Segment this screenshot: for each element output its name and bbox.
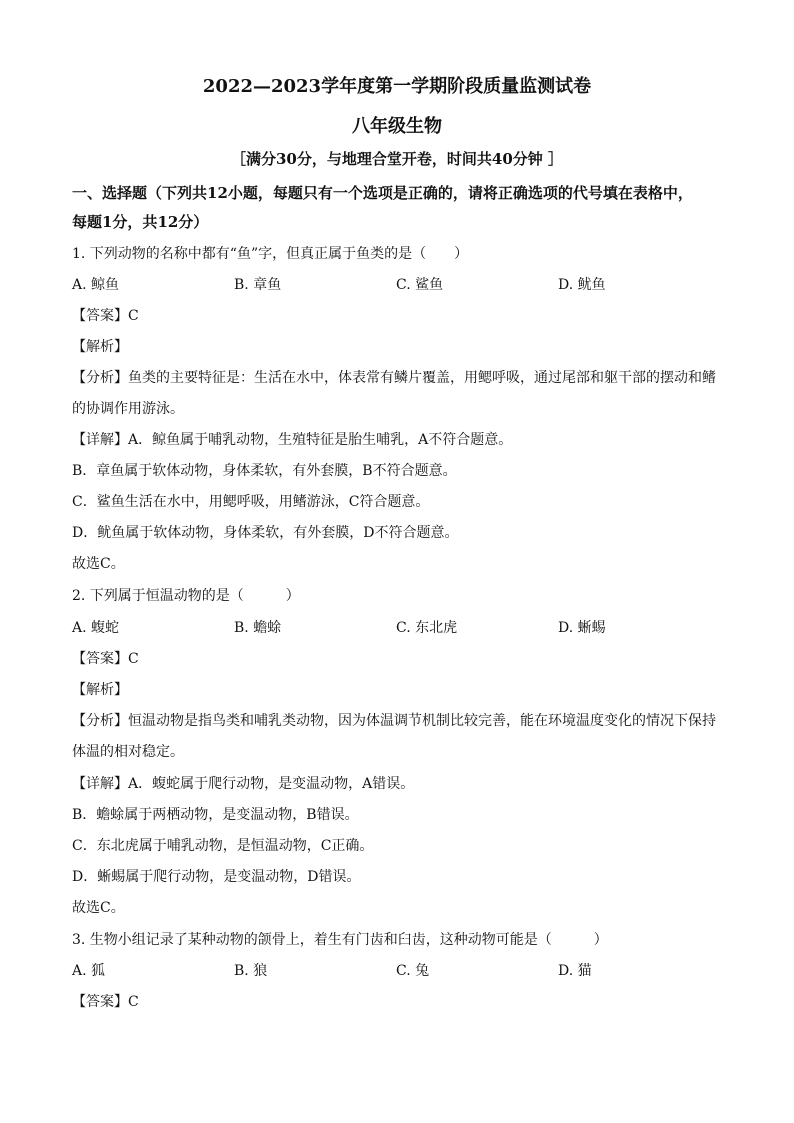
option-a: A. 狐 <box>72 963 106 979</box>
detail-b: B．蟾蜍属于两栖动物，是变温动物，B错误。 <box>72 807 359 823</box>
option-b: B. 章鱼 <box>234 277 282 293</box>
question-3-options <box>72 961 732 981</box>
analysis-label: 【解析】 <box>72 339 128 355</box>
analysis-text-cont: 体温的相对稳定。 <box>72 744 184 760</box>
question-2-stem: 2. 下列属于恒温动物的是（ ） <box>72 588 300 604</box>
section-heading: 一、选择题（下列共12小题，每题只有一个选项是正确的，请将正确选项的代号填在表格中， <box>72 184 693 202</box>
detail-a: 【详解】A．鲸鱼属于哺乳动物，生殖特征是胎生哺乳，A不符合题意。 <box>72 432 513 448</box>
choice-conclusion: 故选C。 <box>72 556 125 572</box>
option-a: A. 鲸鱼 <box>72 277 120 293</box>
detail-c: C．鲨鱼生活在水中，用鳃呼吸，用鳍游泳，C符合题意。 <box>72 494 430 510</box>
detail-b: B．章鱼属于软体动物，身体柔软，有外套膜，B不符合题意。 <box>72 463 457 479</box>
page-subtitle: 八年级生物 <box>352 116 442 137</box>
option-c: C. 鲨鱼 <box>396 277 444 293</box>
question-1-options <box>72 275 732 295</box>
detail-a: 【详解】A．蝮蛇属于爬行动物，是变温动物，A错误。 <box>72 776 415 792</box>
option-c: C. 东北虎 <box>396 620 458 636</box>
detail-c: C．东北虎属于哺乳动物，是恒温动物，C正确。 <box>72 838 374 854</box>
page-title: 2022—2023学年度第一学期阶段质量监测试卷 <box>202 76 592 97</box>
analysis-text: 【分析】恒温动物是指鸟类和哺乳类动物，因为体温调节机制比较完善，能在环境温度变化的情况下保持 <box>72 713 716 729</box>
option-d: D. 猫 <box>558 963 592 979</box>
option-d: D. 蜥蜴 <box>558 620 606 636</box>
detail-d: D．鱿鱼属于软体动物，身体柔软，有外套膜，D不符合题意。 <box>72 525 459 541</box>
option-d: D. 鱿鱼 <box>558 277 606 293</box>
section-heading-cont: 每题1分，共12分） <box>72 213 209 231</box>
option-a: A. 蝮蛇 <box>72 620 120 636</box>
analysis-text: 【分析】鱼类的主要特征是：生活在水中，体表常有鳞片覆盖，用鳃呼吸，通过尾部和躯干部的摆动和鳍 <box>72 370 716 386</box>
analysis-label: 【解析】 <box>72 682 128 698</box>
answer-label: 【答案】C <box>72 651 139 667</box>
exam-note: ［满分30分，与地理合堂开卷，时间共40分钟 ］ <box>231 150 563 168</box>
detail-d: D．蜥蜴属于爬行动物，是变温动物，D错误。 <box>72 869 361 885</box>
answer-label: 【答案】C <box>72 994 139 1010</box>
question-3-stem: 3. 生物小组记录了某种动物的颌骨上，着生有门齿和臼齿，这种动物可能是（ ） <box>72 932 608 948</box>
option-b: B. 狼 <box>234 963 268 979</box>
option-b: B. 蟾蜍 <box>234 620 282 636</box>
choice-conclusion: 故选C。 <box>72 900 125 916</box>
question-1-stem: 1. 下列动物的名称中都有“鱼”字，但真正属于鱼类的是（ ） <box>72 246 469 262</box>
question-2-options <box>72 618 732 638</box>
analysis-text-cont: 的协调作用游泳。 <box>72 401 184 417</box>
answer-label: 【答案】C <box>72 308 139 324</box>
option-c: C. 兔 <box>396 963 430 979</box>
